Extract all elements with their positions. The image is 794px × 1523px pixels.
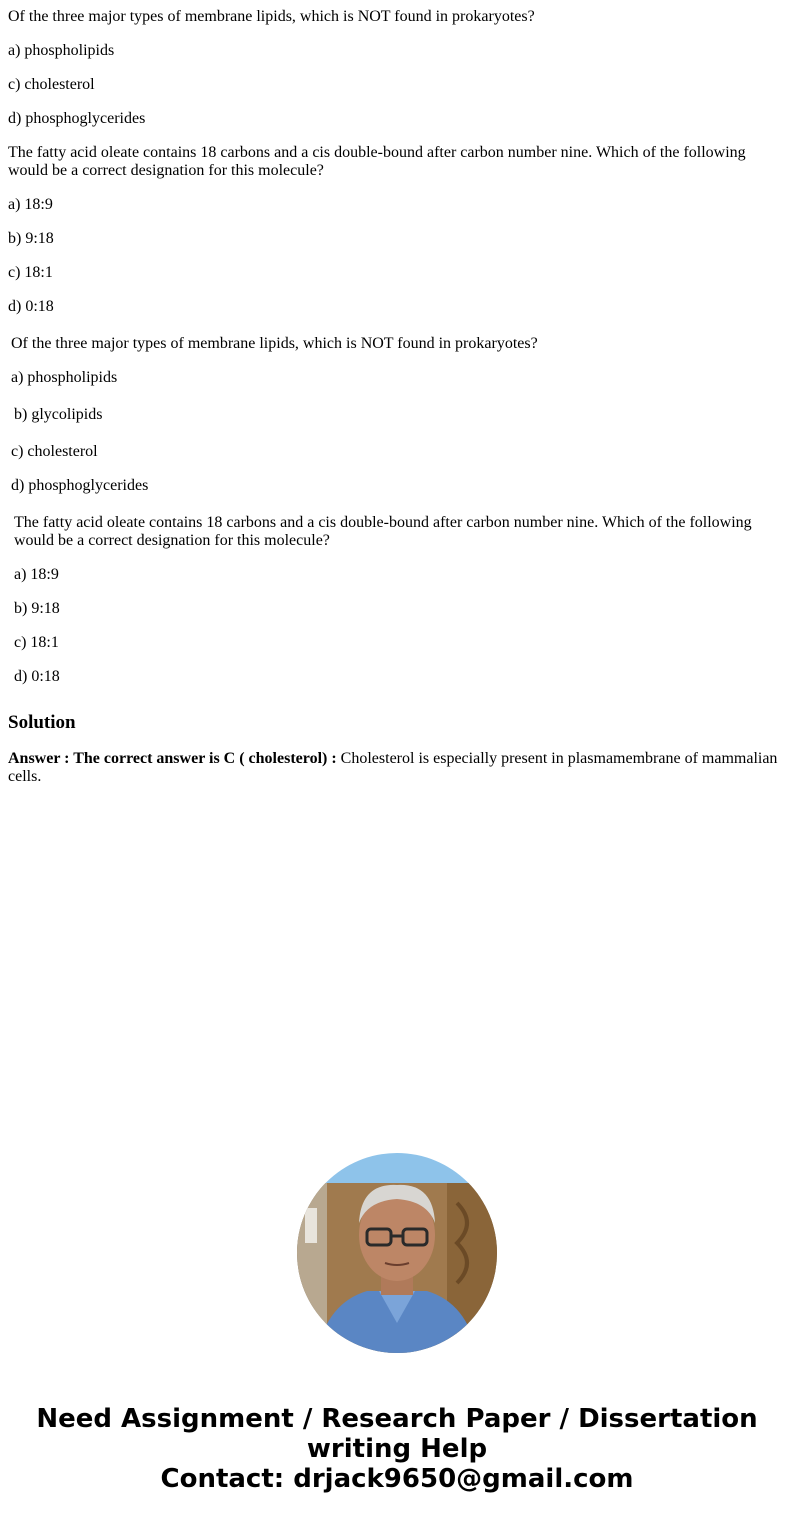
option-text: c) 18:1 xyxy=(8,264,53,281)
question-text: Of the three major types of membrane lipids, which is NOT found in prokaryotes? xyxy=(8,8,535,25)
option-text: c) cholesterol xyxy=(11,443,98,460)
contact-email: Contact: drjack9650@gmail.com xyxy=(160,1464,634,1494)
option-text: c) cholesterol xyxy=(8,76,95,93)
option-text: c) 18:1 xyxy=(14,634,59,651)
option-text: b) glycolipids xyxy=(14,406,103,423)
option-text: b) 9:18 xyxy=(8,230,54,247)
option-text: b) 9:18 xyxy=(14,600,60,617)
option-text: d) 0:18 xyxy=(14,668,60,685)
promo-banner xyxy=(0,1404,794,1494)
promo-line: writing Help xyxy=(306,1434,488,1464)
option-text: a) 18:9 xyxy=(8,196,53,213)
solution-heading: Solution xyxy=(8,712,76,733)
option-text: a) phospholipids xyxy=(8,42,115,59)
option-text: a) 18:9 xyxy=(14,566,59,583)
option-text: d) phosphoglycerides xyxy=(8,110,146,127)
option-text: d) 0:18 xyxy=(8,298,54,315)
avatar xyxy=(297,1153,497,1353)
question-text: The fatty acid oleate contains 18 carbons and a cis double-bound after carbon number nine. Which of the following would be a correct designation for this molecule? xyxy=(14,514,752,549)
question-text: Of the three major types of membrane lipids, which is NOT found in prokaryotes? xyxy=(11,335,538,352)
option-text: d) phosphoglycerides xyxy=(11,477,149,494)
answer-label: Answer : The correct answer is C ( cholesterol) : xyxy=(8,750,341,767)
answer-text: Cholesterol is especially present in plasmamembrane of mammalian cells. xyxy=(8,750,778,785)
answer-paragraph xyxy=(8,750,780,786)
question-text: The fatty acid oleate contains 18 carbons and a cis double-bound after carbon number nine. Which of the following would be a correct designation for this molecule? xyxy=(8,144,746,179)
promo-line: Need Assignment / Research Paper / Dissertation xyxy=(36,1404,758,1434)
avatar-portrait-icon xyxy=(297,1153,497,1353)
option-text: a) phospholipids xyxy=(11,369,118,386)
